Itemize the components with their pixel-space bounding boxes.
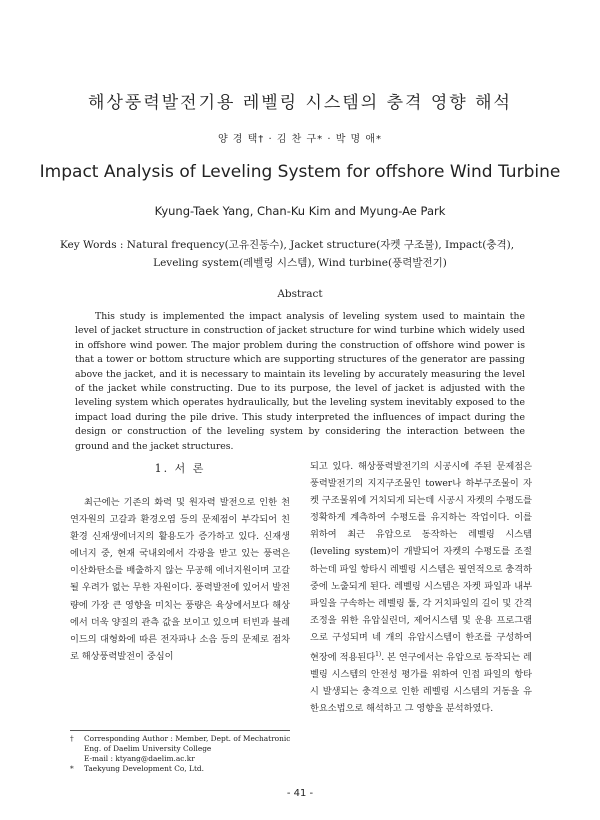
abstract-text: This study is implemented the impact analysis of leveling system used to maintain the level of jacket structure in construction of jacket structure for wind turbine which widely used in offshore wind power. The major problem during the construction of offshore wind power is that a tower or bottom structure which are supporting structures of the generator are passing above the jacket, and it is necessary to maintain its leveling by accurately measuring the level of the jacket while constructing. Due to its purpose, the level of jacket is adjusted with the leveling system which operates hydraulically, but the leveling system inevitably exposed to the impact load during the pile drive. This study interpreted the influences of impact during the design or construction of the leveling system by considering the interaction between the ground and the jacket structures. [75,311,525,452]
body-column-right-text-continued: . 본 연구에서는 유압으로 동작되는 레벨링 시스템의 안전성 평가를 위하여 인접 파일의 항타시 발생되는 충격으로 인한 레벨링 시스템의 거동을 유한요소법으로 해석하고 그 영향을 분석하였다. [310,652,533,715]
authors-korean: 양 경 택† · 김 찬 구* · 박 명 애* [217,134,383,145]
section-heading-introduction: 1. 서 론 [154,462,206,475]
footnote-mark: * [70,764,74,773]
body-column-right [310,458,532,717]
footnote-affiliation [70,764,295,774]
footnote-mark: † [70,734,74,743]
body-column-right-text: 되고 있다. 해상풍력발전기의 시공시에 주된 문제점은 풍력발전기의 지지구조물인 tower나 하부구조물이 자켓 구조물위에 거치되게 되는데 시공시 자켓의 수평도를 정확하게 계측하여 수평도를 유지하는 작업이다. 이를 위하여 최근 유압으로 동작하는 레벨링 시스템(leveling system)이 개발되어 자켓의 수평도를 조절하는데 파일 항타시 레벨링 시스템은 필연적으로 충격하중에 노출되게 된다. 레벨링 시스템은 자켓 파일과 내부 파일을 구속하는 레벨링 툴, 각 거치파일의 길이 및 간격조정을 위한 유압실린더, 제어시스템 및 운용 프로그램으로 구성되며 네 개의 유압시스템이 한조를 구성하여 현장에 적용된다 [310,461,532,664]
keywords-line-1: Key Words : Natural frequency(고유진동수), Jacket structure(자켓 구조물), Impact(충격), [60,239,515,251]
authors-english: Kyung-Taek Yang, Chan-Ku Kim and Myung-Ae Park [154,204,446,218]
paper-title-korean: 해상풍력발전기용 레벨링 시스템의 충격 영향 해석 [88,93,512,113]
body-column-left: 최근에는 기존의 화력 및 원자력 발전으로 인한 천연자원의 고갈과 환경오염 등의 문제점이 부각되어 친환경 신재생에너지의 활용도가 증가하고 있다. 신재생에너지 중, 현재 국내외에서 각광을 받고 있는 풍력은 이산화탄소를 배출하지 않는 무공해 에너지원이며 고갈될 우려가 없는 무한 자원이다. 풍력발전에 있어서 발전량에 가장 큰 영향을 미치는 풍량은 육상에서보다 해상에서 더욱 양질의 관측 값을 보이고 있으며 터빈과 블레이드의 대형화에 따른 전자파나 소음 등의 문제로 점차로 해상풍력발전이 중심이 [70,497,290,662]
footnote-line: Taekyung Development Co, Ltd. [84,764,205,773]
footnote-corresponding-author [70,734,295,764]
footnote-line: Eng. of Daelim University College [84,744,212,753]
footnote-divider [70,730,290,731]
footnote-line: Corresponding Author : Member, Dept. of Mechatronic [84,734,291,743]
reference-marker: 1) [375,651,382,659]
keywords-line-2: Leveling system(레벨링 시스템), Wind turbine(풍력발전기) [153,257,447,269]
footnote-email[interactable]: E-mail : ktyang@daelim.ac.kr [84,754,195,763]
footnotes [70,734,295,774]
abstract-heading: Abstract [277,288,323,300]
keywords-block [60,236,540,272]
page-number: - 41 - [286,788,314,799]
paper-title-english: Impact Analysis of Leveling System for offshore Wind Turbine [39,162,561,182]
